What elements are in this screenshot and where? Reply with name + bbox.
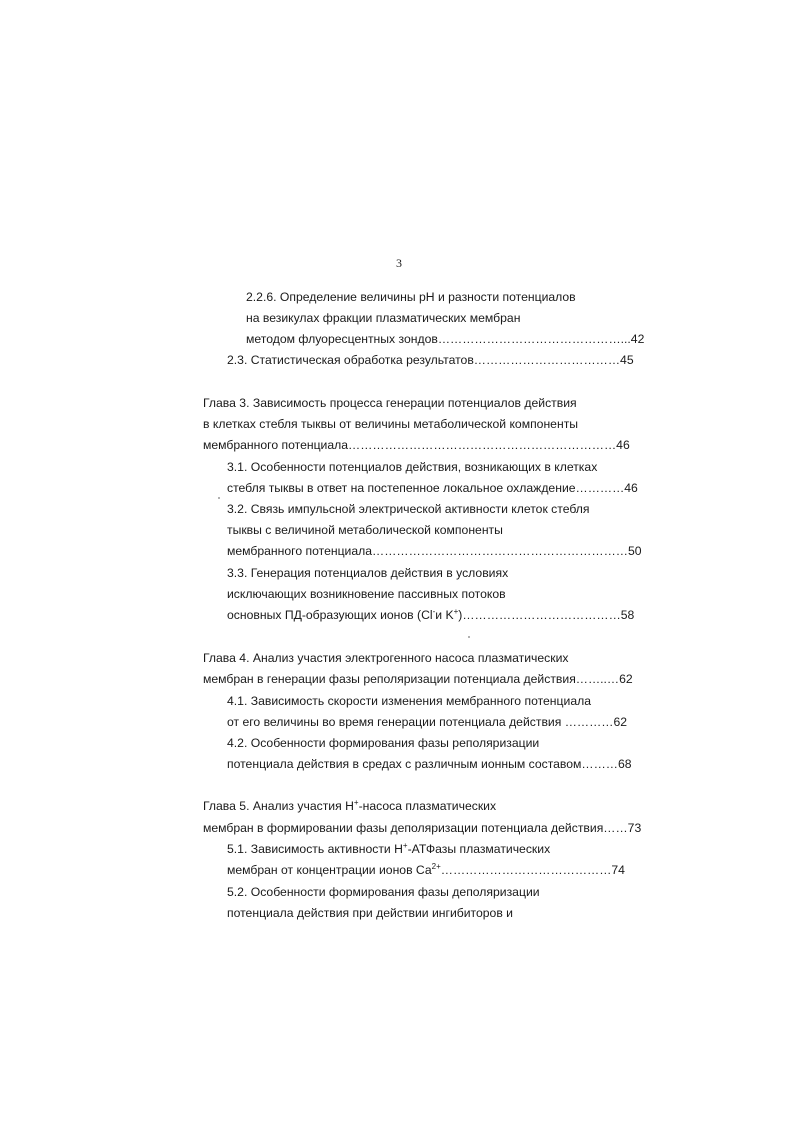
- scan-speck: [468, 636, 470, 638]
- toc-entry-3-2: 3.2. Связь импульсной электрической активности клеток стебля: [227, 502, 590, 516]
- toc-entry-3-2-cont2: мембранного потенциала………………………………………………………50: [227, 544, 642, 558]
- toc-entry-3-3: 3.3. Генерация потенциалов действия в условиях: [227, 566, 509, 580]
- toc-entry-4-1: 4.1. Зависимость скорости изменения мембранного потенциала: [227, 694, 591, 708]
- toc-entry-5-2-cont: потенциала действия при действии ингибиторов и: [227, 906, 513, 920]
- toc-entry-3-3-cont1: исключающих возникновение пассивных потоков: [227, 587, 506, 601]
- toc-entry-3-1-cont: стебля тыквы в ответ на постепенное локальное охлаждение…………46: [227, 481, 638, 495]
- toc-entry-5-2: 5.2. Особенности формирования фазы деполяризации: [227, 885, 540, 899]
- toc-entry-5-1: 5.1. Зависимость активности Н+-АТФазы плазматических: [227, 840, 551, 856]
- toc-entry-4-1-cont: от его величины во время генерации потенциала действия …………62: [227, 715, 628, 729]
- toc-entry-4-2: 4.2. Особенности формирования фазы реполяризации: [227, 736, 540, 750]
- toc-entry-3-2-cont1: тыквы с величиной метаболической компоненты: [227, 523, 503, 537]
- toc-entry-3-1: 3.1. Особенности потенциалов действия, возникающих в клетках: [227, 460, 598, 474]
- toc-chapter-3-cont1: в клетках стебля тыквы от величины метаболической компоненты: [203, 417, 579, 431]
- toc-entry-2-3: 2.3. Статистическая обработка результатов………………………………45: [227, 353, 634, 367]
- superscript-ca: 2+: [431, 861, 441, 871]
- superscript-plus: +: [453, 606, 459, 616]
- toc-chapter-4-cont: мембран в генерации фазы реполяризации потенциала действия……..…62: [203, 672, 633, 686]
- toc-entry-2-2-6: 2.2.6. Определение величины рН и разности потенциалов: [246, 290, 576, 304]
- toc-chapter-5-cont: мембран в формировании фазы деполяризации потенциала действия……73: [203, 821, 642, 835]
- toc-entry-5-1-cont: мембран от концентрации ионов $Са^{2+}\dots\dots\dots\dots\dots\dots\dots\dots\dots\dots\dots\dots\dots\dots 74$: [227, 861, 625, 877]
- toc-chapter-5: Глава 5. Анализ участия Н+-насоса плазматических: [203, 797, 497, 813]
- toc-chapter-3-cont2: мембранного потенциала…………………………………………………………46: [203, 438, 630, 452]
- toc-chapter-3: Глава 3. Зависимость процесса генерации потенциалов действия: [203, 396, 577, 410]
- superscript-plus: +: [402, 840, 408, 850]
- toc-entry-3-3-cont2: основных ПД-образующих ионов (Cl-и K+)…………………………………58: [227, 606, 635, 622]
- superscript-plus: +: [353, 797, 359, 807]
- toc-chapter-4: Глава 4. Анализ участия электрогенного насоса плазматических: [203, 651, 569, 665]
- scan-speck: [218, 497, 220, 499]
- superscript-minus: -: [432, 606, 436, 616]
- page-number: 3: [396, 256, 402, 270]
- toc-entry-4-2-cont: потенциала действия в средах с различным ионным составом………68: [227, 757, 632, 771]
- toc-entry-2-2-6-cont1: на везикулах фракции плазматических мембран: [246, 311, 521, 325]
- toc-entry-2-2-6-cont2: методом флуоресцентных зондов………………………………………...42: [246, 332, 645, 346]
